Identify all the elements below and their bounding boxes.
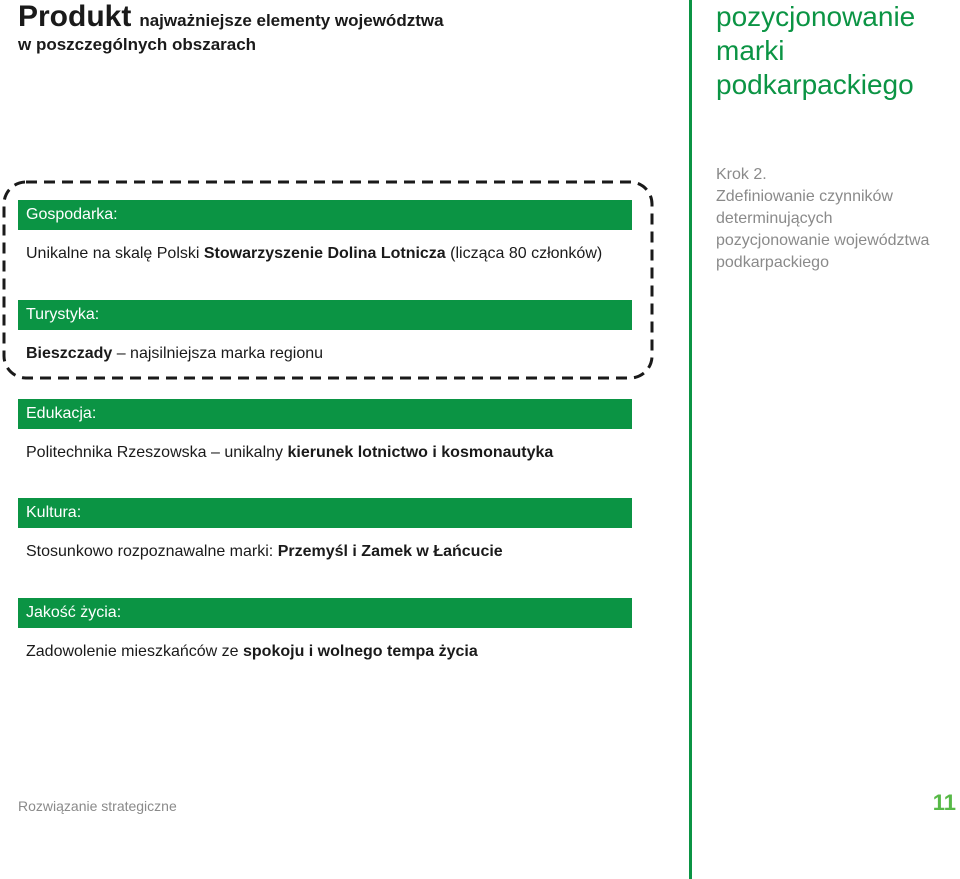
section-kultura xyxy=(18,498,632,562)
page-subtitle-line2: w poszczególnych obszarach xyxy=(18,35,257,54)
section-text xyxy=(18,542,632,562)
section-text xyxy=(18,244,632,264)
section-text xyxy=(18,443,632,463)
section-turystyka xyxy=(18,300,632,364)
right-title xyxy=(716,0,956,102)
page-subtitle-line1: najważniejsze elementy województwa xyxy=(139,11,444,30)
right-title-line: pozycjonowanie xyxy=(716,1,916,32)
text-bold: kierunek lotnictwo i kosmonautyka xyxy=(287,444,554,461)
step-line: determinujących xyxy=(716,210,833,227)
text-bold: Przemyśl i Zamek w Łańcucie xyxy=(277,543,503,560)
text-bold: spokoju i wolnego tempa życia xyxy=(243,643,478,660)
section-label: Turystyka: xyxy=(18,300,632,330)
section-label: Gospodarka: xyxy=(18,200,632,230)
text-bold: Bieszczady xyxy=(26,345,113,362)
vertical-divider xyxy=(689,0,692,879)
page-header xyxy=(18,2,638,53)
text-part: – najsilniejsza marka regionu xyxy=(112,345,324,362)
footer-section-name: Rozwiązanie strategiczne xyxy=(18,798,177,814)
section-label: Jakość życia: xyxy=(18,598,632,628)
text-part: Politechnika Rzeszowska – unikalny xyxy=(26,444,288,461)
step-line: Zdefiniowanie czynników xyxy=(716,188,893,205)
step-description xyxy=(716,164,956,274)
section-text xyxy=(18,344,632,364)
step-line: podkarpackiego xyxy=(716,254,829,271)
section-label: Edukacja: xyxy=(18,399,632,429)
text-part: Zadowolenie mieszkańców ze xyxy=(26,643,243,660)
section-jakosc-zycia xyxy=(18,598,632,662)
text-part: Stosunkowo rozpoznawalne marki: xyxy=(26,543,278,560)
section-label: Kultura: xyxy=(18,498,632,528)
text-part: (licząca 80 członków) xyxy=(445,245,603,262)
text-bold: Stowarzyszenie Dolina Lotnicza xyxy=(203,245,446,262)
section-edukacja xyxy=(18,399,632,463)
text-part: Unikalne na skalę Polski xyxy=(26,245,204,262)
page-title: Produkt xyxy=(18,0,132,33)
right-title-line: podkarpackiego xyxy=(716,69,914,100)
step-label: Krok 2. xyxy=(716,166,767,183)
right-title-line: marki xyxy=(716,35,785,66)
page-number: 11 xyxy=(932,790,956,815)
section-gospodarka xyxy=(18,200,632,264)
section-text xyxy=(18,642,632,662)
step-line: pozycjonowanie województwa xyxy=(716,232,930,249)
